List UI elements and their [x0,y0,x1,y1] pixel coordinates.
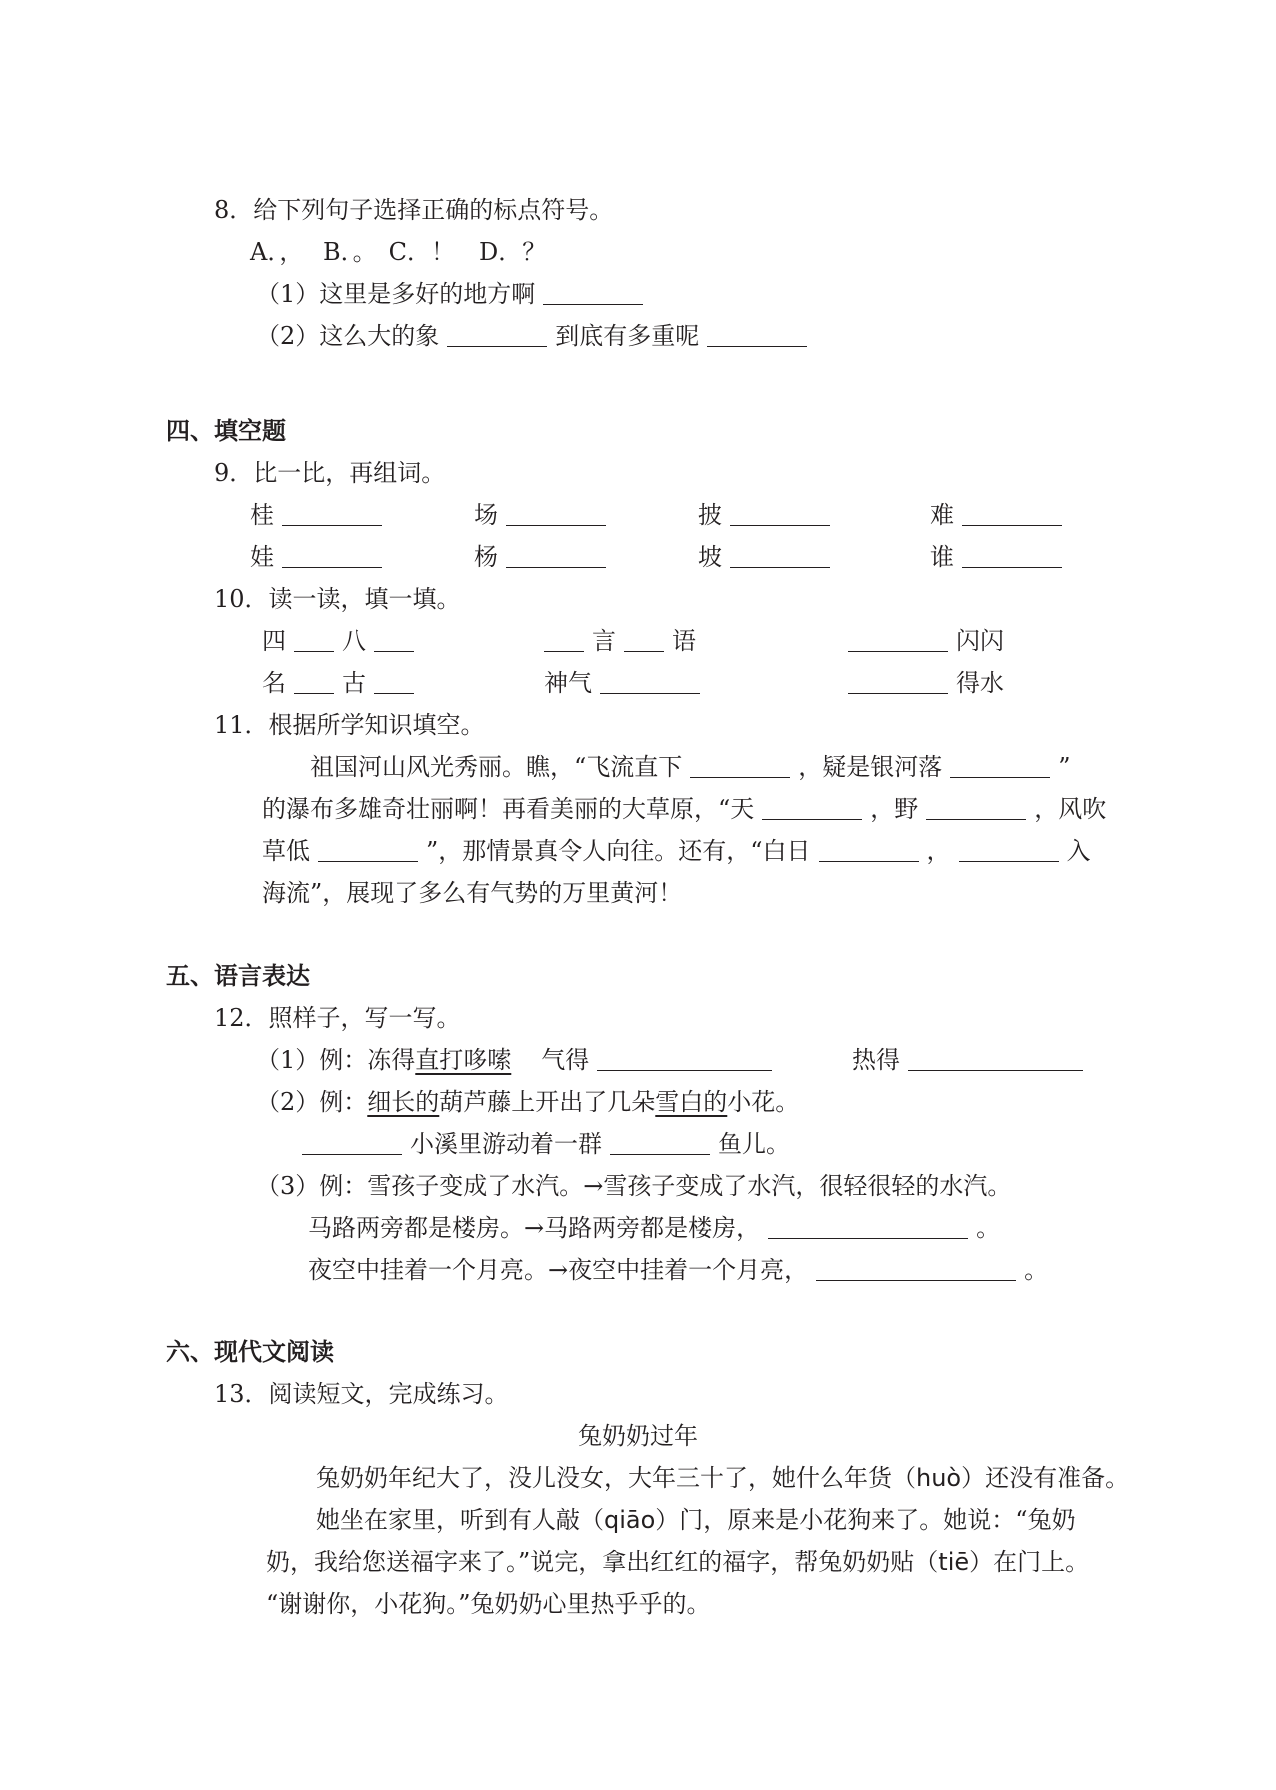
q9-blank[interactable] [962,503,1062,526]
q9-r1-c1 [250,499,390,531]
q9-title: 9．比一比，再组词。 [214,459,446,487]
story-text: 她坐在家里，听到有人敲（ [316,1506,604,1534]
q12-example-3-task-2 [308,1254,1048,1286]
q12-blank[interactable] [768,1216,968,1239]
q11-text: 草低 [262,837,310,865]
q11-text: 祖国河山风光秀丽。瞧，“飞流直下 [310,753,683,781]
q10-blank[interactable] [848,629,948,652]
q11-line-4: 海流”，展现了多么有气势的万里黄河！ [262,879,683,907]
q10-char: 名 [262,669,286,697]
story-text: 奶，我给您送福字来了。”说完，拿出红红的福字，帮兔奶奶贴（ [266,1548,939,1576]
q8-s2b-text: 到底有多重呢 [555,322,700,350]
q12-text: 鱼儿。 [718,1130,790,1158]
q12-example-2-task [302,1128,790,1160]
q10-blank[interactable] [374,671,414,694]
story-text: ）门，原来是小花狗来了。她说：“兔奶 [655,1506,1076,1534]
q11-text: ，疑是银河落 [798,753,943,781]
q10-blank[interactable] [544,629,584,652]
q12-example-3: （3）例：雪孩子变成了水汽。→雪孩子变成了水汽，很轻很轻的水汽。 [256,1172,1012,1200]
q12-underlined: 细长的 [367,1088,440,1116]
story-text: 兔奶奶年纪大了，没儿没女，大年三十了，她什么年货（ [316,1464,916,1492]
q11-blank[interactable] [318,839,418,862]
q12-title: 12．照样子，写一写。 [214,1004,461,1032]
story-text: ）在门上。 [969,1548,1090,1576]
q12-blank[interactable] [597,1048,772,1071]
q12-blank[interactable] [908,1048,1083,1071]
q10-r2-b [544,667,708,699]
q10-char: 神气 [544,669,592,697]
q10-r2-a [262,667,422,699]
pinyin: qiāo [604,1506,656,1534]
q12-text: 。 [1024,1256,1049,1284]
q12-text: （1）例：冻得 [256,1046,416,1074]
q11-text: 入 [1066,837,1091,865]
section-5-heading: 五、语言表达 [166,962,310,990]
q9-char: 披 [698,501,722,529]
q11-line-3 [262,835,1091,867]
q8-sentence-1 [256,278,651,310]
q12-text: 。 [976,1214,1001,1242]
q10-blank[interactable] [294,629,334,652]
q8-s2-blank-2[interactable] [707,324,807,347]
q11-text: ，野 [870,795,919,823]
q9-r2-c1 [250,541,390,573]
q12-text: 夜空中挂着一个月亮。→夜空中挂着一个月亮， [308,1256,809,1284]
q11-blank[interactable] [690,755,790,778]
q12-blank[interactable] [816,1258,1016,1281]
q8-sentence-2 [256,320,815,352]
q11-text: ， [926,837,951,865]
q12-example-3-task-1 [308,1212,1000,1244]
q10-r2-c [840,667,1004,699]
q12-text: （2）例： [256,1088,368,1116]
q10-title: 10．读一读，填一填。 [214,585,461,613]
q9-char: 谁 [930,543,954,571]
story-para-2c: “谢谢你，小花狗。”兔奶奶心里热乎乎的。 [266,1590,711,1618]
q12-example-1 [256,1044,780,1076]
story-para-2b [266,1546,1089,1578]
q10-blank[interactable] [848,671,948,694]
q8-s1-text: （1）这里是多好的地方啊 [256,280,536,308]
q12-text: 葫芦藤上开出了几朵 [439,1088,656,1116]
q10-blank[interactable] [624,629,664,652]
q13-title: 13．阅读短文，完成练习。 [214,1380,509,1408]
q11-blank[interactable] [926,797,1026,820]
q11-line-2 [262,793,1106,825]
q11-text: 的瀑布多雄奇壮丽啊！再看美丽的大草原，“天 [262,795,755,823]
story-text: ）还没有准备。 [961,1464,1130,1492]
q12-text: 小花。 [727,1088,800,1116]
q12-blank[interactable] [302,1132,402,1155]
q9-blank[interactable] [282,545,382,568]
q9-r2-c4 [930,541,1070,573]
q10-char: 闪闪 [956,627,1004,655]
q9-char: 杨 [474,543,498,571]
q9-blank[interactable] [730,545,830,568]
q10-blank[interactable] [600,671,700,694]
q9-char: 娃 [250,543,274,571]
q10-blank[interactable] [374,629,414,652]
q12-underlined: 直打哆嗦 [415,1046,512,1074]
pinyin: tiē [938,1548,970,1576]
q12-text: 气得 [541,1046,590,1074]
section-6-heading: 六、现代文阅读 [166,1338,334,1366]
q10-char: 得水 [956,669,1004,697]
q10-char: 八 [342,627,366,655]
q11-blank[interactable] [950,755,1050,778]
q9-r1-c2 [474,499,614,531]
q9-r1-c4 [930,499,1070,531]
q8-title: 8．给下列句子选择正确的标点符号。 [214,196,614,224]
story-title: 兔奶奶过年 [578,1422,698,1450]
q8-s1-blank[interactable] [543,282,643,305]
q11-title: 11．根据所学知识填空。 [214,711,485,739]
q11-blank[interactable] [762,797,862,820]
q10-blank[interactable] [294,671,334,694]
story-para-1 [316,1462,1129,1494]
q10-char: 言 [592,627,616,655]
q12-text: 小溪里游动着一群 [410,1130,602,1158]
q9-blank[interactable] [506,503,606,526]
q9-r2-c3 [698,541,838,573]
q9-char: 桂 [250,501,274,529]
q12-example-1b [852,1044,1091,1076]
q10-char: 四 [262,627,286,655]
q8-s2-blank-1[interactable] [447,324,547,347]
q9-char: 坡 [698,543,722,571]
q9-r2-c2 [474,541,614,573]
q9-blank[interactable] [962,545,1062,568]
q12-text: 热得 [852,1046,900,1074]
q12-blank[interactable] [610,1132,710,1155]
q11-text: ，风吹 [1034,795,1107,823]
section-4-heading: 四、填空题 [166,417,286,445]
q8-s2a-text: （2）这么大的象 [256,322,440,350]
q9-blank[interactable] [506,545,606,568]
q12-text: 马路两旁都是楼房。→马路两旁都是楼房， [308,1214,761,1242]
q10-char: 语 [672,627,696,655]
q11-line-1 [310,751,1071,783]
q9-char: 场 [474,501,498,529]
q10-r1-c [840,625,1004,657]
q10-char: 古 [342,669,366,697]
story-para-2 [316,1504,1076,1536]
q11-blank[interactable] [819,839,919,862]
pinyin: huò [916,1464,962,1492]
q9-r1-c3 [698,499,838,531]
q9-char: 难 [930,501,954,529]
q11-text: ” [1058,753,1071,781]
q10-r1-b [536,625,696,657]
q9-blank[interactable] [282,503,382,526]
q11-blank[interactable] [959,839,1059,862]
q10-r1-a [262,625,422,657]
q8-options: A．， B．。 C．！ D．？ [250,238,547,266]
q12-underlined: 雪白的 [655,1088,728,1116]
q12-example-2 [256,1086,799,1118]
q11-text: ”，那情景真令人向往。还有，“白日 [426,837,811,865]
q9-blank[interactable] [730,503,830,526]
